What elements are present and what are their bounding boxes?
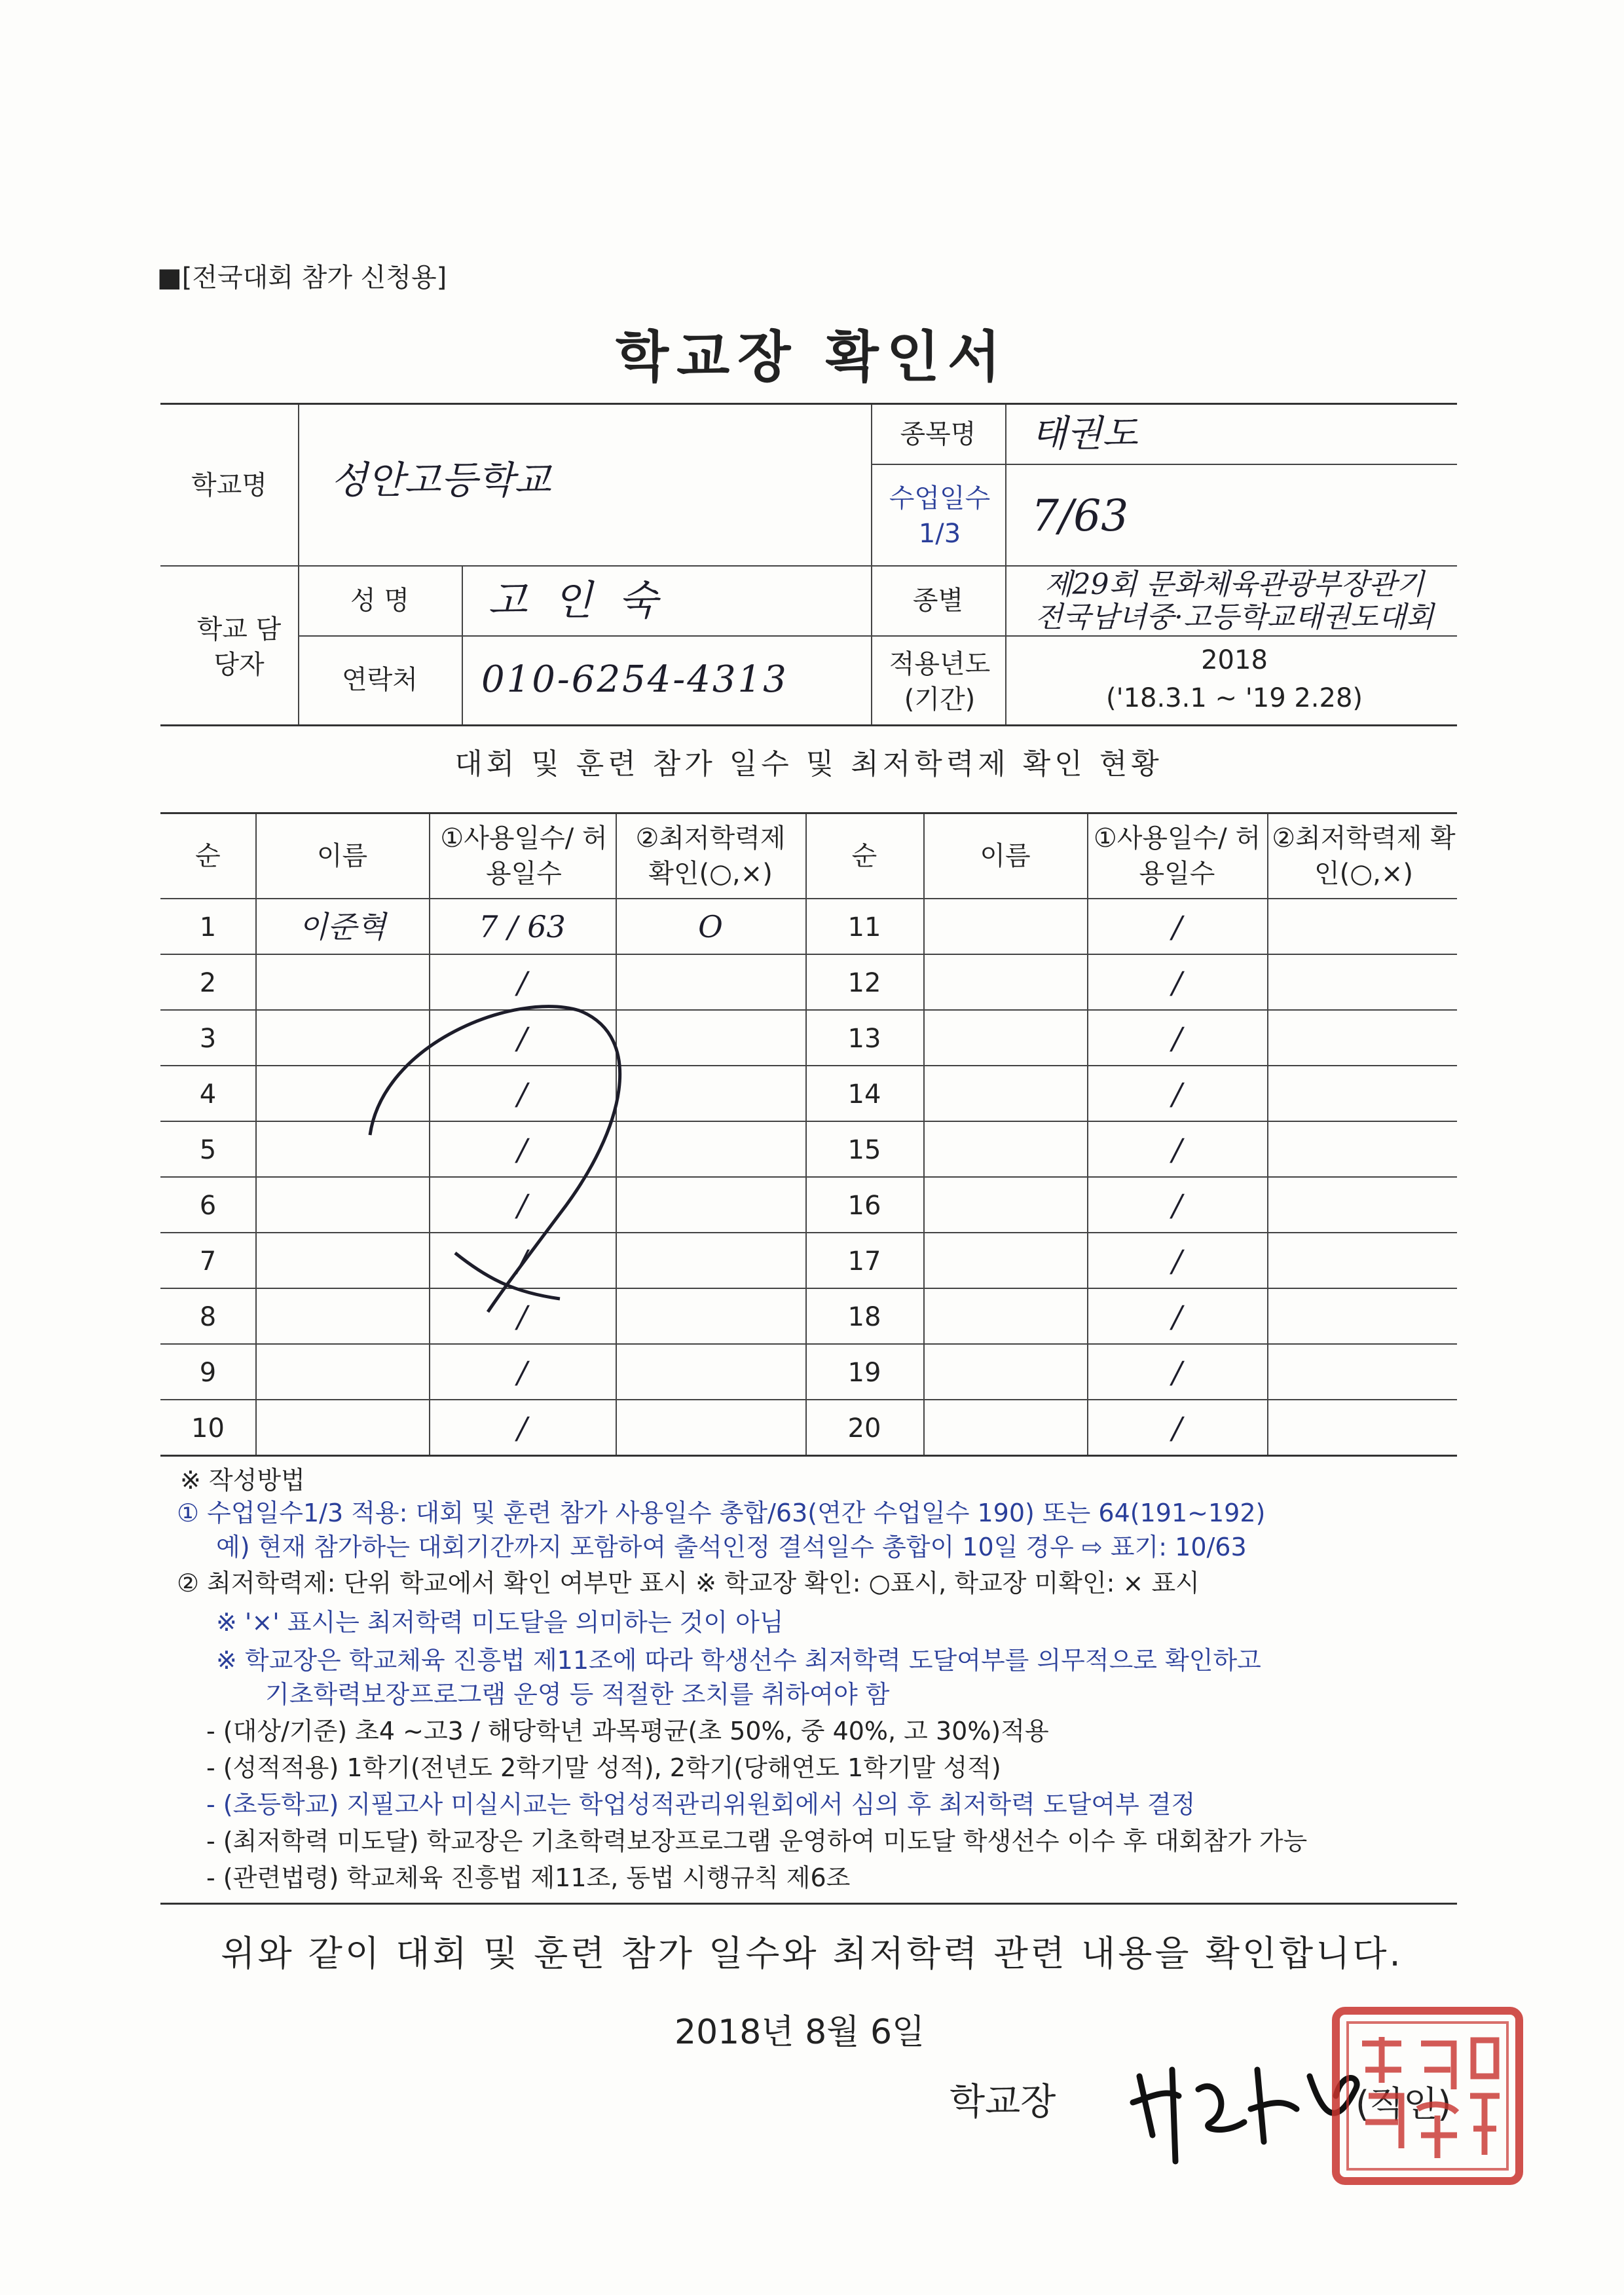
notes-heading: ※ 작성방법	[180, 1466, 305, 1495]
row-seq: 10	[191, 1413, 225, 1444]
row-seq-right: 19	[847, 1357, 881, 1388]
row-days: /	[517, 1354, 528, 1390]
row-days: /	[517, 1132, 528, 1168]
note-4b: 기초학력보장프로그램 운영 등 적절한 조치를 취하여야 함	[265, 1680, 890, 1709]
row-seq-right: 15	[847, 1134, 881, 1165]
row-name-right	[923, 1066, 1087, 1122]
row-name-right	[923, 1122, 1087, 1178]
school-name-value: 성안고등학교	[331, 457, 551, 502]
row-seq: 9	[199, 1357, 217, 1388]
row-name-right	[923, 1345, 1087, 1400]
row-days-right: /	[1172, 909, 1183, 945]
row-days: /	[517, 1410, 528, 1446]
header-check-left: ②최저학력제 확인(○,×)	[635, 823, 786, 889]
handwritten-scribble	[344, 912, 684, 1338]
contact-value: 010-6254-4313	[481, 658, 788, 701]
event-label: 종목명	[900, 419, 976, 449]
period-value: ('18.3.1 ~ '19 2.28)	[1105, 682, 1363, 713]
note-8: - (최저학력 미도달) 학교장은 기초학력보장프로그램 운영하여 미도달 학생선수 이수 후 대회참가 가능	[206, 1827, 1308, 1856]
header-check-right: ②최저학력제 확인(○,×)	[1272, 823, 1456, 889]
row-seq: 8	[199, 1301, 217, 1332]
event-value: 태권도	[1031, 413, 1138, 456]
class-days-value: 7/63	[1031, 491, 1129, 542]
form-type-label: ■[전국대회 참가 신청용]	[157, 263, 447, 293]
contact-label: 연락처	[342, 665, 418, 695]
school-name-label: 학교명	[191, 470, 267, 500]
row-days-right: /	[1172, 1243, 1183, 1279]
row-name-right	[923, 1289, 1087, 1345]
note-4a: ※ 학교장은 학교체육 진흥법 제11조에 따라 학생선수 최저학력 도달여부를 의무적으로 확인하고	[216, 1646, 1261, 1675]
notes-bottom-rule	[160, 1903, 1457, 1905]
row-name-right	[923, 1400, 1087, 1456]
row-name	[255, 1400, 429, 1456]
manager-name-value: 고 인 숙	[488, 576, 665, 624]
row-check-right	[1267, 1289, 1457, 1345]
row-name-right	[923, 1178, 1087, 1233]
row-days-right: /	[1172, 1187, 1183, 1223]
note-7: - (초등학교) 지필고사 미실시교는 학업성적관리위원회에서 심의 후 최저학력 도달여부 결정	[206, 1790, 1196, 1819]
row-seq-right: 16	[847, 1190, 881, 1221]
manager-label: 학교 담당자	[196, 614, 282, 680]
row-check-right	[1267, 1122, 1457, 1178]
note-1a: ① 수업일수1/3 적용: 대회 및 훈련 참가 사용일수 총합/63(연간 수업일수 190) 또는 64(191~192)	[177, 1499, 1266, 1527]
row-seq: 1	[199, 912, 217, 942]
class-days-label: 수업일수 1/3	[889, 483, 991, 549]
status-table	[160, 812, 1457, 1457]
row-name	[255, 1345, 429, 1400]
row-days-right: /	[1172, 1076, 1183, 1112]
info-table	[160, 403, 1457, 726]
principal-label: 학교장	[950, 2081, 1056, 2123]
row-days-right: /	[1172, 1020, 1183, 1056]
row-days: 7 / 63	[479, 909, 566, 945]
school-seal	[1329, 2004, 1526, 2188]
seal-note: (직인)	[1356, 2083, 1452, 2125]
table-row	[160, 1343, 1457, 1400]
row-days: /	[517, 965, 528, 1001]
row-check-right	[1267, 1011, 1457, 1066]
header-days-left: ①사용일수/ 허용일수	[440, 823, 608, 889]
row-check	[616, 1400, 805, 1456]
row-seq-right: 20	[847, 1413, 881, 1444]
row-name-right	[923, 899, 1087, 955]
row-check-right	[1267, 1178, 1457, 1233]
row-seq-right: 17	[847, 1246, 881, 1277]
row-seq: 7	[199, 1246, 217, 1277]
header-name-right: 이름	[980, 841, 1031, 871]
row-seq-right: 14	[847, 1079, 881, 1110]
header-seq-right: 순	[851, 841, 877, 871]
row-days-right: /	[1172, 1299, 1183, 1335]
row-days-right: /	[1172, 1132, 1183, 1168]
row-seq: 2	[199, 967, 217, 998]
row-seq: 5	[199, 1134, 217, 1165]
row-seq-right: 11	[847, 912, 881, 942]
row-name-right	[923, 955, 1087, 1011]
row-check-right	[1267, 1400, 1457, 1456]
page-title: 학교장 확인서	[615, 325, 1009, 389]
confirmation-statement: 위와 같이 대회 및 훈련 참가 일수와 최저학력 관련 내용을 확인합니다.	[221, 1933, 1403, 1974]
row-check-right	[1267, 1233, 1457, 1289]
row-days: /	[517, 1299, 528, 1335]
note-9: - (관련법령) 학교체육 진흥법 제11조, 동법 시행규칙 제6조	[206, 1863, 851, 1892]
row-days-right: /	[1172, 965, 1183, 1001]
year-value: 2018	[1201, 644, 1268, 675]
note-5: - (대상/기준) 초4 ~고3 / 해당학년 과목평균(초 50%, 중 40%, 고 30%)적용	[206, 1717, 1049, 1745]
row-seq: 6	[199, 1190, 217, 1221]
note-6: - (성적적용) 1학기(전년도 2학기말 성적), 2학기(당해연도 1학기말 성적)	[206, 1753, 1001, 1782]
header-name-left: 이름	[316, 841, 368, 871]
row-check-right	[1267, 1066, 1457, 1122]
row-name-right	[923, 1233, 1087, 1289]
row-name: 이준혁	[298, 909, 386, 945]
row-seq-right: 13	[847, 1023, 881, 1054]
row-check	[616, 1345, 805, 1400]
row-name-right	[923, 1011, 1087, 1066]
row-seq: 3	[199, 1023, 217, 1054]
type-value-line2: 전국남녀중·고등학교태권도대회	[1035, 601, 1434, 635]
row-days: /	[517, 1187, 528, 1223]
header-seq-left: 순	[195, 841, 221, 871]
row-seq-right: 18	[847, 1301, 881, 1332]
row-check: O	[698, 909, 723, 945]
year-label: 적용년도 (기간)	[889, 648, 991, 715]
type-label: 종별	[912, 585, 964, 616]
row-days: /	[517, 1076, 528, 1112]
row-days-right: /	[1172, 1354, 1183, 1390]
note-2: ② 최저학력제: 단위 학교에서 확인 여부만 표시 ※ 학교장 확인: ○표시, 학교장 미확인: × 표시	[177, 1569, 1200, 1597]
row-check-right	[1267, 955, 1457, 1011]
table-row	[160, 1399, 1457, 1456]
status-table-title: 대회 및 훈련 참가 일수 및 최저학력제 확인 현황	[454, 747, 1163, 781]
row-seq-right: 12	[847, 967, 881, 998]
row-days-right: /	[1172, 1410, 1183, 1446]
note-3: ※ '×' 표시는 최저학력 미도달을 의미하는 것이 아님	[216, 1608, 784, 1637]
issue-date: 2018년 8월 6일	[674, 2013, 925, 2052]
row-days: /	[517, 1020, 528, 1056]
type-value-line1: 제29회 문화체육관광부장관기	[1044, 568, 1425, 602]
row-seq: 4	[199, 1079, 217, 1110]
note-1b: 예) 현재 참가하는 대회기간까지 포함하여 출석인정 결석일수 총합이 10일 경우 ⇨ 표기: 10/63	[216, 1533, 1247, 1561]
row-days: /	[517, 1243, 528, 1279]
header-days-right: ①사용일수/ 허용일수	[1093, 823, 1261, 889]
name-label: 성 명	[350, 585, 409, 616]
row-check-right	[1267, 899, 1457, 955]
row-check-right	[1267, 1345, 1457, 1400]
